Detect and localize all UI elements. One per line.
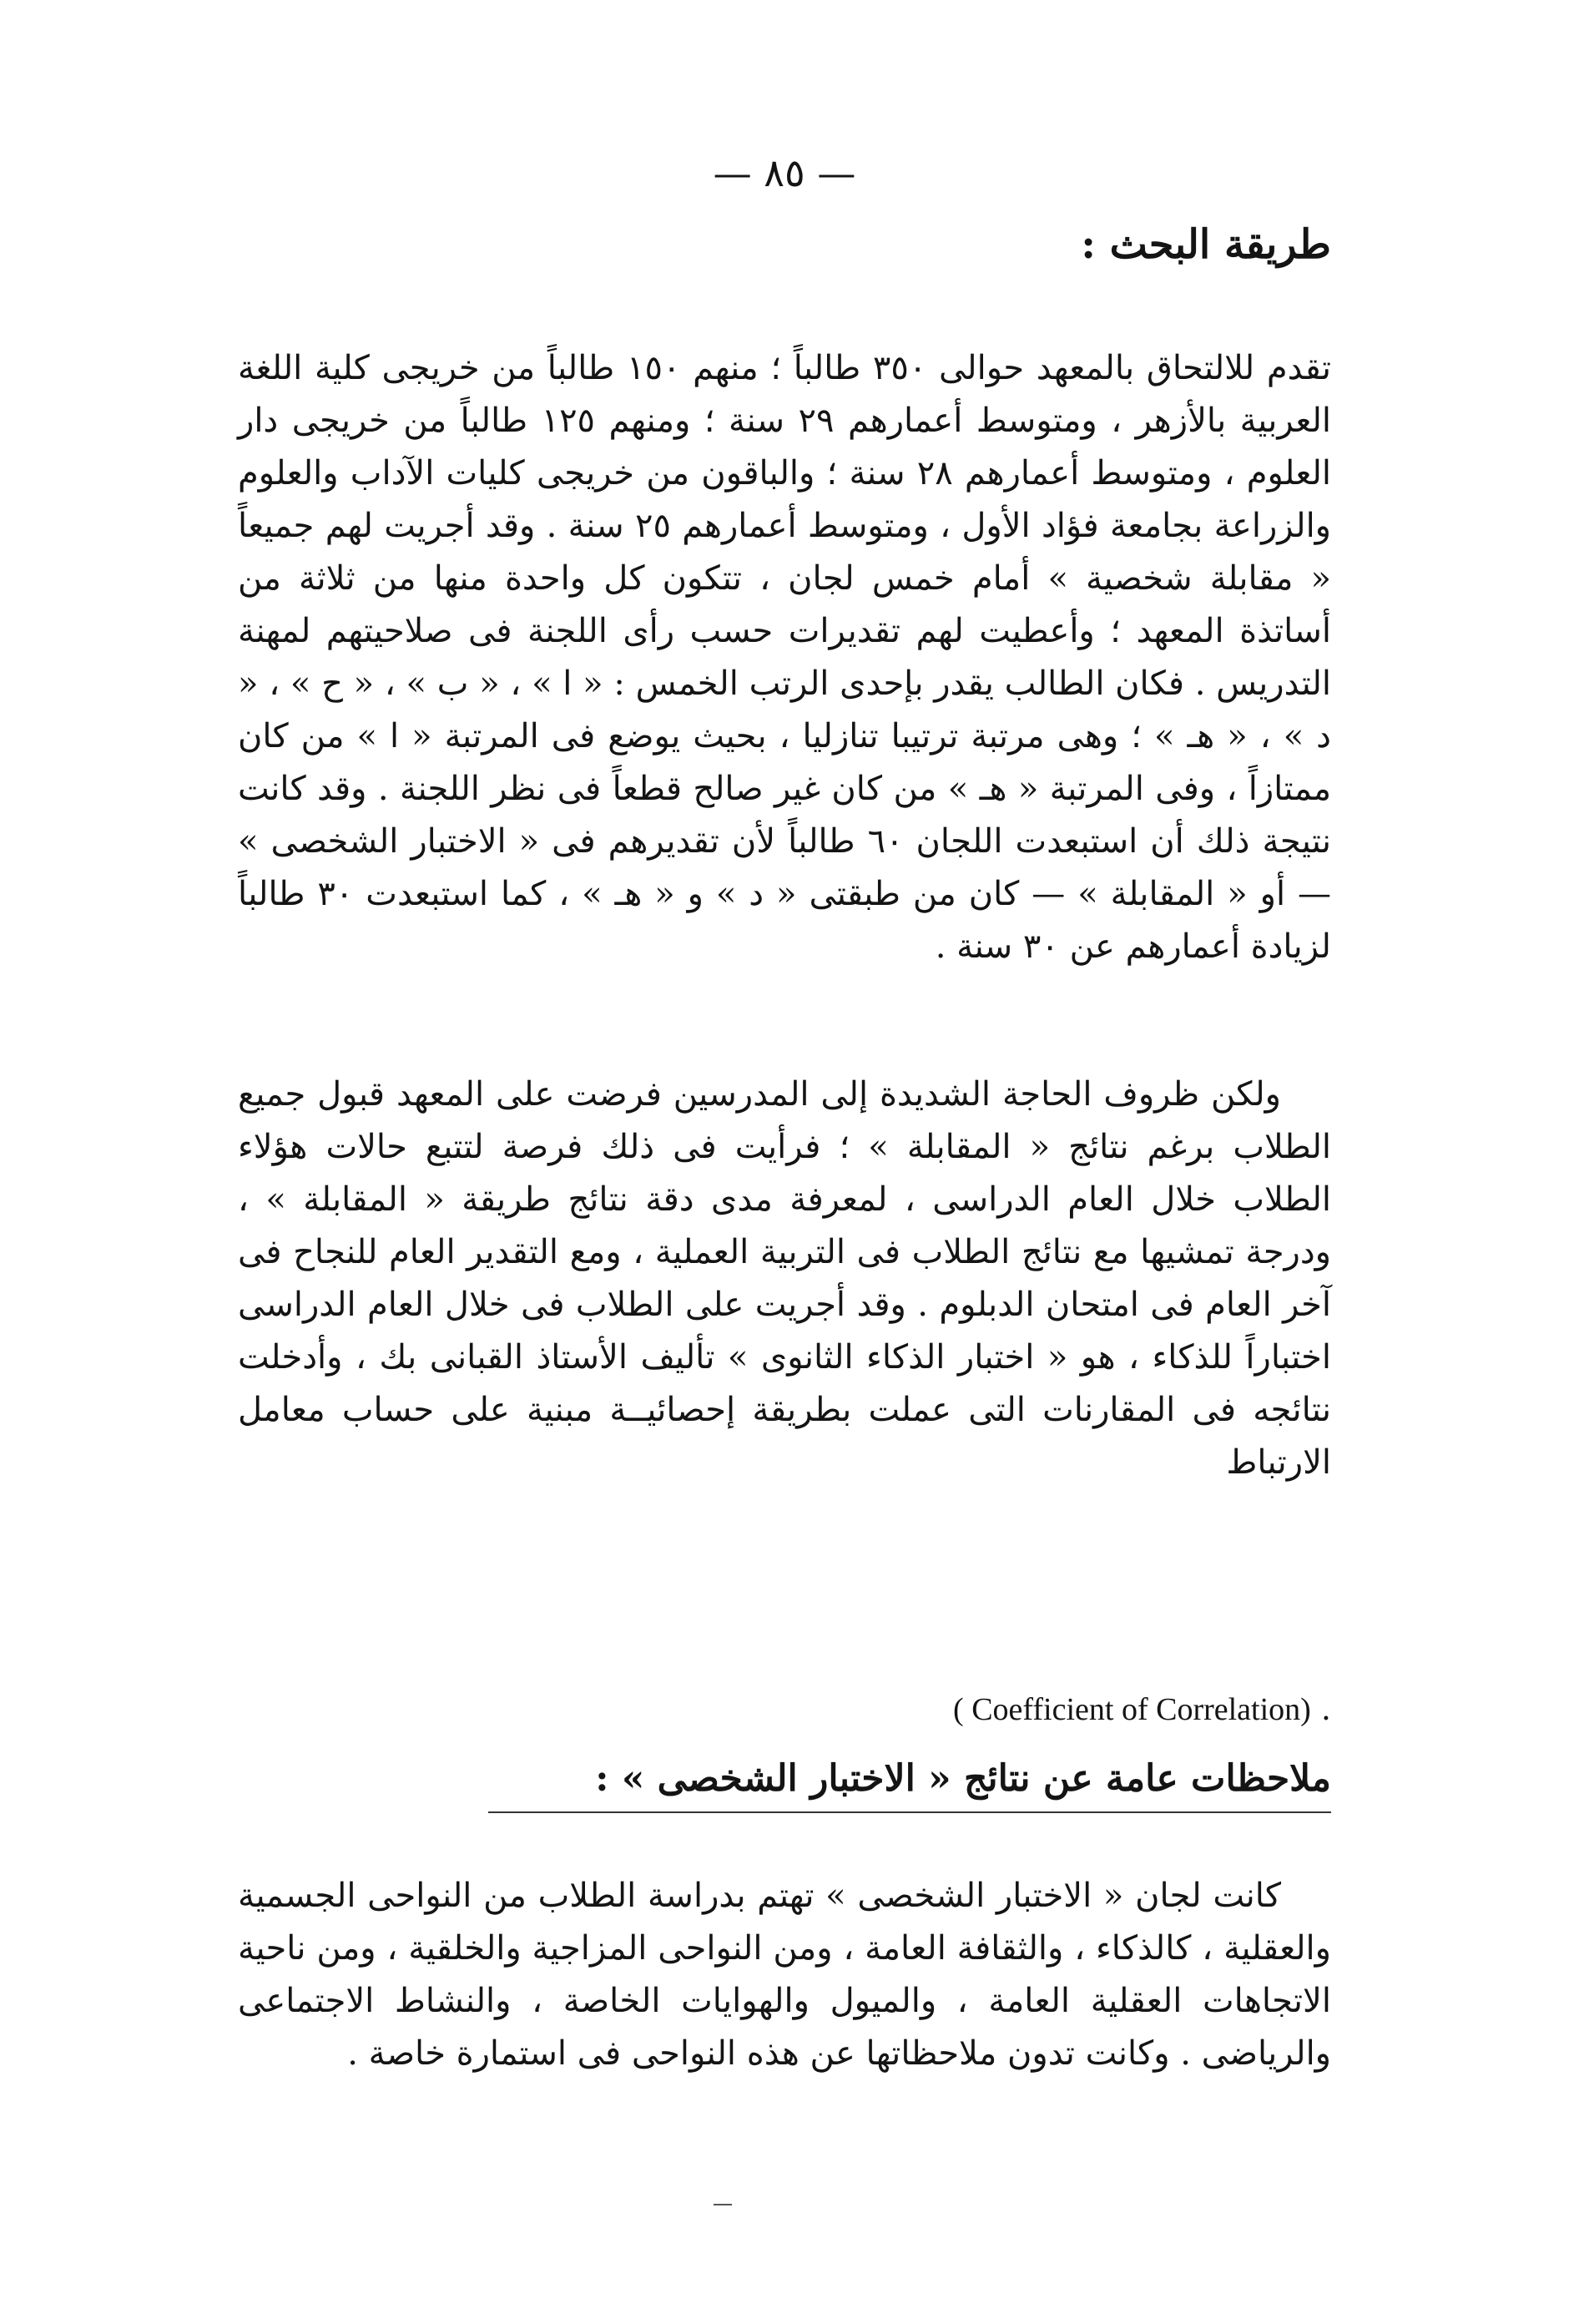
section-heading: طريقة البحث : [1081,221,1331,268]
english-term-line [953,1690,1331,1728]
subheading-underline [488,1811,1331,1813]
paragraph-follow-up-study: ولكن ظروف الحاجة الشديدة إلى المدرسين فرضت على المعهد قبول جميع الطلاب برغم نتائج « المقابلة » ؛ فرأيت فى ذلك فرصة لتتبع حالات هؤلاء الطلاب خلال العام الدراسى ، لمعرفة مدى دقة نتائج طريقة « المقابلة » ، ودرجة تمشيها مع نتائج الطلاب فى التربية العملية ، ومع التقدير العام للنجاح فى آخر العام فى امتحان الدبلوم . وقد أجريت على الطلاب فى خلال العام الدراسى اختباراً للذكاء ، هو « اختبار الذكاء الثانوى » تأليف الأستاذ القبانى بك ، وأدخلت نتائجه فى المقارنات التى عملت بطريقة إحصائيــة مبنية على حساب معامل الارتباط [238,1075,1331,1482]
paragraph-applicants: تقدم للالتحاق بالمعهد حوالى ٣٥٠ طالباً ؛ منهم ١٥٠ طالباً من خريجى كلية اللغة العربية بالأزهر ، ومتوسط أعمارهم ٢٩ سنة ؛ ومنهم ١٢٥ طالباً من خريجى دار العلوم ، ومتوسط أعمارهم ٢٨ سنة ؛ والباقون من خريجى كليات الآداب والعلوم والزراعة بجامعة فؤاد الأول ، ومتوسط أعمارهم ٢٥ سنة . وقد أجريت لهم جميعاً « مقابلة شخصية » أمام خمس لجان ، تتكون كل واحدة منها من ثلاثة من أساتذة المعهد ؛ وأعطيت لهم تقديرات حسب رأى اللجنة فى صلاحيتهم لمهنة التدريس . فكان الطالب يقدر بإحدى الرتب الخمس : « ا » ، « ب » ، « ح » ، « د » ، « هـ » ؛ وهى مرتبة ترتيبا تنازليا ، بحيث يوضع فى المرتبة « ا » من كان ممتازاً ، وفى المرتبة « هـ » من كان غير صالح قطعاً فى نظر اللجنة . وقد كانت نتيجة ذلك أن استبعدت اللجان ٦٠ طالباً لأن تقديرهم فى « الاختبار الشخصى » — أو « المقابلة » — كان من طبقتى « د » و « هـ » ، كما استبعدت ٣٠ طالباً لزيادة أعمارهم عن ٣٠ سنة . [238,349,1332,966]
english-term: ( Coefficient of Correlation) [953,1692,1311,1727]
english-term-period: . [1320,1690,1331,1727]
subheading-general-notes: ملاحظات عامة عن نتائج « الاختبار الشخصى » : [595,1757,1331,1800]
document-page [238,142,1331,2229]
page-number: — ٨٥ — [713,150,856,195]
footer-mark [714,2204,732,2205]
paragraph-personal-test: كانت لجان « الاختبار الشخصى » تهتم بدراسة الطلاب من النواحى الجسمية والعقلية ، كالذكاء ، والثقافة العامة ، ومن النواحى المزاجية والخلقية ، ومن ناحية الاتجاهات العقلية العامة ، والميول والهوايات الخاصة ، والنشاط الاجتماعى والرياضى . وكانت تدون ملاحظاتها عن هذه النواحى فى استمارة خاصة . [238,1877,1331,2073]
